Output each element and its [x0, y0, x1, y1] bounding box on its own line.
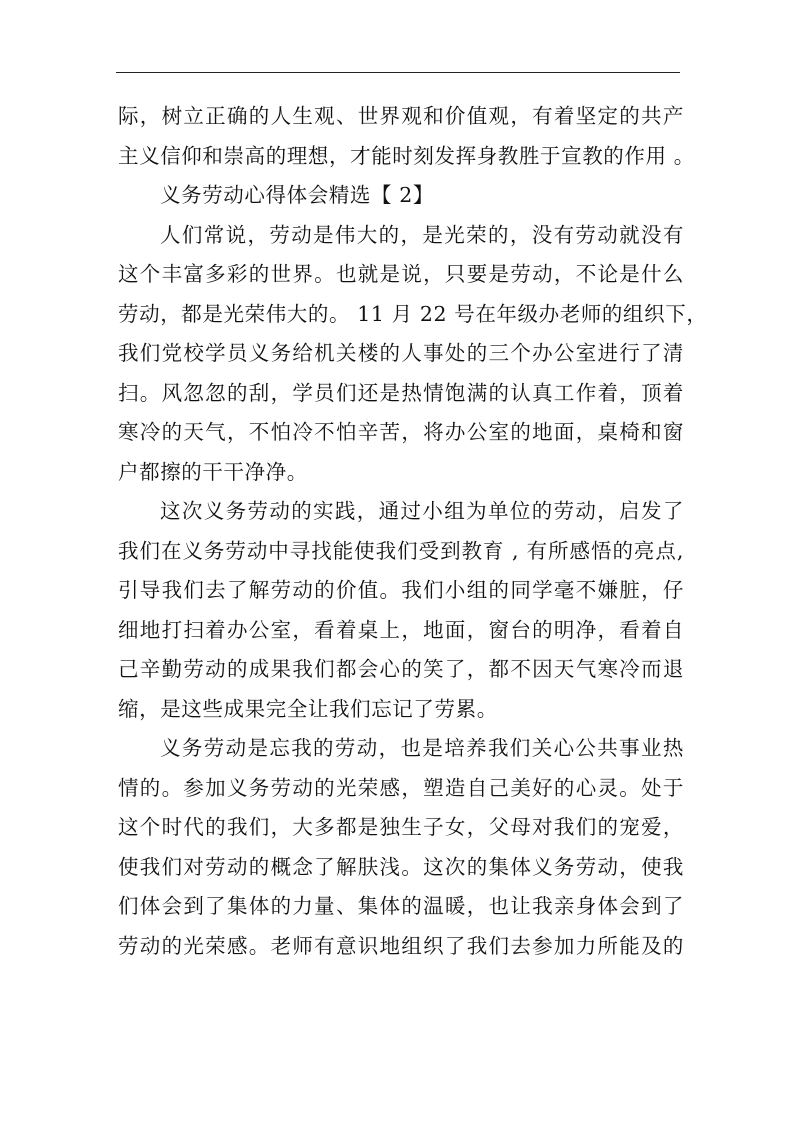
text-line: 人们常说，劳动是伟大的，是光荣的，没有劳动就没有: [160, 222, 684, 247]
text-line: 我们党校学员义务给机关楼的人事处的三个办公室进行了清: [118, 341, 684, 365]
text-line: 我们在义务劳动中寻找能使我们受到教育 , 有所感悟的亮点,: [118, 538, 684, 563]
body-text: [118, 97, 708, 966]
text-line: 情的。参加义务劳动的光荣感，塑造自己美好的心灵。处于: [118, 775, 684, 800]
text-line: 劳动，都是光荣伟大的。 11 月 22 号在年级办老师的组织下，: [118, 301, 708, 326]
text-line: 引导我们去了解劳动的价值。我们小组的同学毫不嫌脏，仔: [118, 578, 684, 602]
paragraph: [118, 492, 684, 729]
text-line: 义务劳动是忘我的劳动，也是培养我们关心公共事业热: [160, 736, 684, 760]
paragraph: [118, 97, 695, 176]
paragraph: [118, 729, 684, 966]
text-line: 使我们对劳动的概念了解肤浅。这次的集体义务劳动，使我: [118, 854, 684, 879]
text-line: 寒冷的天气，不怕冷不怕辛苦，将办公室的地面，桌椅和窗: [118, 420, 684, 444]
text-line: 这次义务劳动的实践，通过小组为单位的劳动，启发了: [160, 499, 684, 523]
header-rule: [116, 72, 680, 73]
text-line: 缩，是这些成果完全让我们忘记了劳累。: [118, 696, 498, 721]
text-line: 这个时代的我们，大多都是独生子女，父母对我们的宠爱，: [118, 815, 684, 839]
heading-line: 义务劳动心得体会精选【 2】: [160, 183, 434, 207]
text-line: 主义信仰和崇高的理想，才能时刻发挥身教胜于宣教的作用 。: [118, 143, 695, 168]
text-line: 劳动的光荣感。老师有意识地组织了我们去参加力所能及的: [118, 933, 684, 958]
section-heading: [118, 176, 684, 216]
text-line: 户都擦的干干净净。: [118, 459, 308, 484]
text-line: 己辛勤劳动的成果我们都会心的笑了，都不因天气寒冷而退: [118, 657, 684, 681]
text-line: 细地打扫着办公室，看着桌上，地面，窗台的明净，看着自: [118, 617, 684, 642]
text-line: 们体会到了集体的力量、集体的温暖，也让我亲身体会到了: [118, 894, 684, 918]
text-line: 这个丰富多彩的世界。也就是说，只要是劳动，不论是什么: [118, 262, 684, 286]
text-line: 际，树立正确的人生观、世界观和价值观，有着坚定的共产: [118, 104, 684, 128]
paragraph: [118, 216, 708, 493]
text-line: 扫。风忽忽的刮，学员们还是热情饱满的认真工作着，顶着: [118, 380, 684, 405]
